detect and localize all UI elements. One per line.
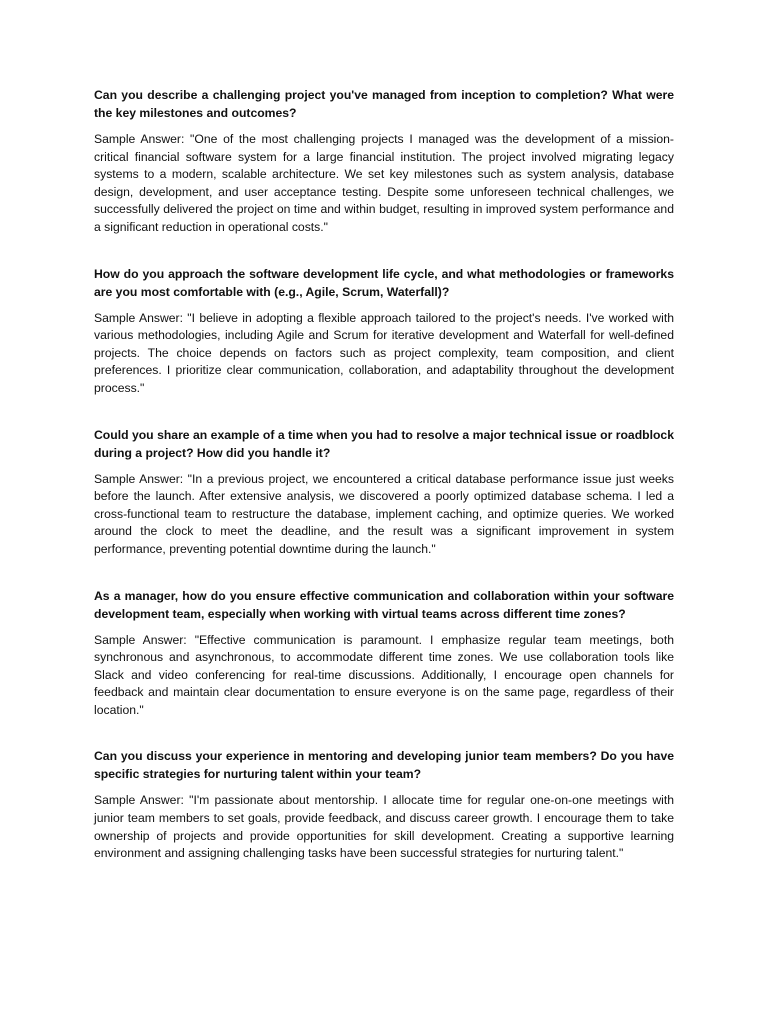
qa-block (94, 86, 674, 237)
sample-answer: Sample Answer: "In a previous project, we encountered a critical database performance issue just weeks before the launch. After extensive analysis, we discovered a poorly optimized database schema. I led a cross-functional team to restructure the database, implement caching, and optimize queries. We worked around the clock to meet the deadline, and the result was a significant improvement in system performance, preventing potential downtime during the launch." (94, 471, 674, 556)
question-heading: Can you describe a challenging project you've managed from inception to completion? What were the key milestones and outcomes? (94, 88, 674, 120)
sample-answer: Sample Answer: "Effective communication is paramount. I emphasize regular team meetings, both synchronous and asynchronous, to accommodate different time zones. We use collaboration tools like Slack and video conferencing for real-time discussions. Additionally, I encourage open channels for feedback and maintain clear documentation to ensure everyone is on the same page, regardless of their location." (94, 632, 674, 717)
question-heading: Can you discuss your experience in mentoring and developing junior team members? Do you have specific strategies for nurturing talent within your team? (94, 749, 674, 782)
question-heading: How do you approach the software development life cycle, and what methodologies or frameworks are you most comfortable with (e.g., Agile, Scrum, Waterfall)? (94, 266, 674, 299)
qa-block (94, 747, 674, 862)
qa-block (94, 265, 674, 398)
qa-block (94, 426, 674, 559)
sample-answer: Sample Answer: "I'm passionate about mentorship. I allocate time for regular one-on-one meetings with junior team members to set goals, provide feedback, and discuss career growth. I encourage them to take ownership of projects and provide opportunities for skill development. Creating a supportive learning environment and assigning challenging tasks have been successful strategies for nurturing talent." (94, 793, 674, 861)
sample-answer: Sample Answer: "I believe in adopting a flexible approach tailored to the project's needs. I've worked with various methodologies, including Agile and Scrum for iterative development and Waterfall for well-defined projects. The choice depends on factors such as project complexity, team composition, and client preferences. I prioritize clear communication, collaboration, and adaptability throughout the development process." (94, 310, 674, 395)
question-heading: Could you share an example of a time when you had to resolve a major technical issue or roadblock during a project? How did you handle it? (94, 427, 674, 460)
sample-answer: Sample Answer: "One of the most challenging projects I managed was the development of a mission-critical financial software system for a large financial institution. The project involved migrating legacy systems to a modern, scalable architecture. We set key milestones such as system analysis, database design, development, and user acceptance testing. Despite some unforeseen technical challenges, we successfully delivered the project on time and within budget, resulting in improved system performance and a significant reduction in operational costs." (94, 132, 674, 234)
qa-block (94, 587, 674, 720)
question-heading: As a manager, how do you ensure effective communication and collaboration within your software development team, especially when working with virtual teams across different time zones? (94, 588, 674, 621)
